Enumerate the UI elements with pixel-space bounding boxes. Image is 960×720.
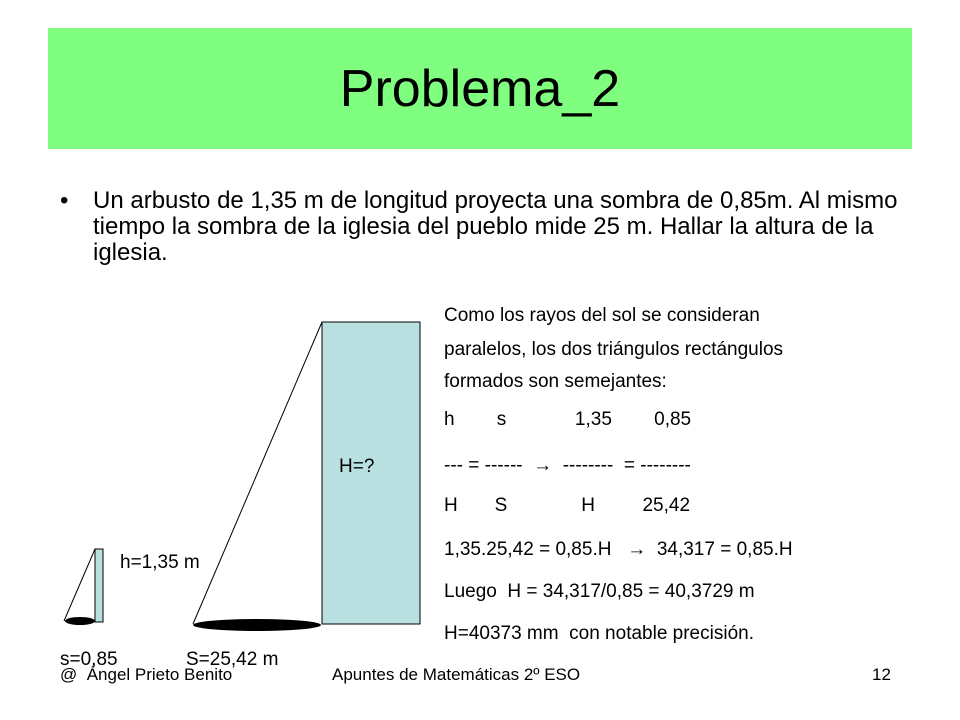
- explanation-line: H S H 25,42: [444, 495, 691, 516]
- footer-course: Apuntes de Matemáticas 2º ESO: [332, 665, 581, 684]
- explanation-line: --- = ------ → -------- = --------: [444, 455, 691, 476]
- footer-author: @ Ángel Prieto Benito: [60, 665, 233, 684]
- bush-shadow-label: s=0,85: [60, 649, 118, 670]
- bush-height-label: h=1,35 m: [120, 552, 200, 573]
- building-sun-ray: [193, 322, 322, 624]
- bush-shadow-ellipse: [65, 617, 95, 625]
- bullet-icon: •: [60, 187, 69, 214]
- explanation-line: formados son semejantes:: [444, 371, 667, 392]
- bush-rectangle: [95, 549, 103, 622]
- building-shadow-ellipse: [193, 619, 321, 631]
- explanation-line: H=40373 mm con notable precisión.: [444, 623, 754, 644]
- footer-page-number: 12: [872, 665, 891, 684]
- explanation-line: Luego H = 34,317/0,85 = 40,3729 m: [444, 581, 755, 602]
- explanation-line: h s 1,35 0,85: [444, 409, 692, 430]
- building-shadow-label: S=25,42 m: [186, 649, 279, 670]
- explanation-line: paralelos, los dos triángulos rectángulos: [444, 339, 784, 360]
- explanation-line: Como los rayos del sol se consideran: [444, 305, 760, 326]
- bush-sun-ray: [64, 549, 95, 621]
- problem-text: Un arbusto de 1,35 m de longitud proyecta una sombra de 0,85m. Al mismo tiempo la sombra de la iglesia del pueblo mide 25 m. Hallar la altura de la iglesia.: [93, 187, 898, 266]
- slide-title: Problema_2: [339, 59, 621, 118]
- explanation-line: 1,35.25,42 = 0,85.H → 34,317 = 0,85.H: [444, 539, 793, 560]
- building-height-label: H=?: [339, 456, 375, 477]
